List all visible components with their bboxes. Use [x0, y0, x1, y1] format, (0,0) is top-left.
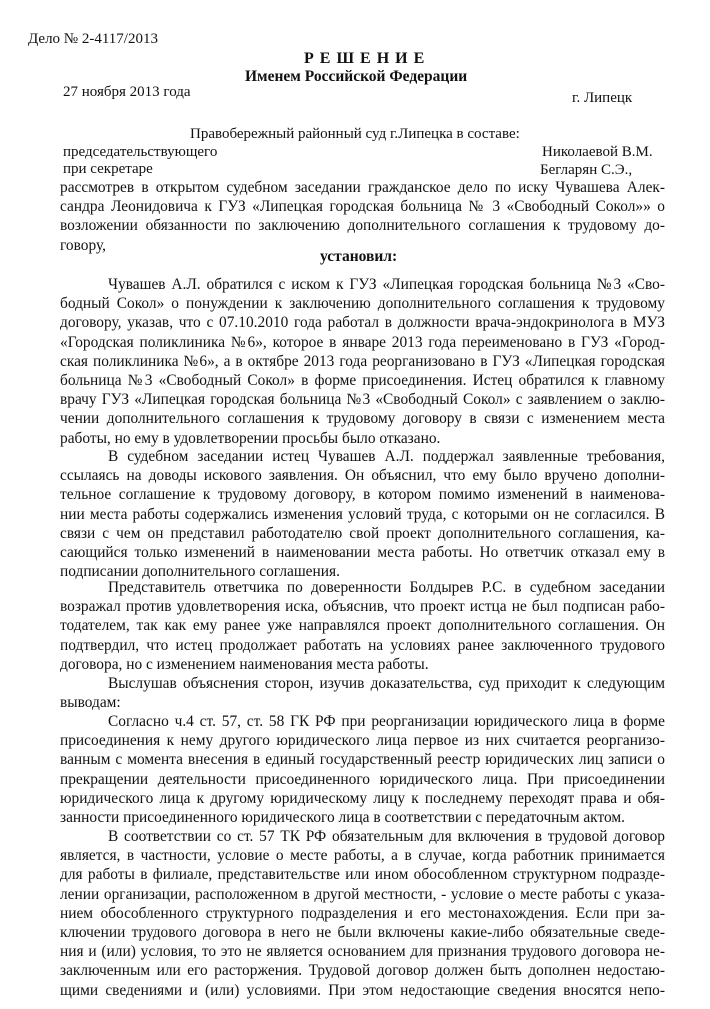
text-line: «Городская поликлиника №6», которое в январе 2013 года переименовано в ГУЗ «Город- [60, 333, 665, 351]
text-line: ключении трудового договора в него не были включены какие-либо обязательные сведе- [60, 924, 665, 942]
text-line: врачу ГУЗ «Липецкая городская больница №3 «Свободный Сокол» с заявлением о заклю- [60, 391, 665, 409]
text-line: больница №3 «Свободный Сокол» в форме присоединения. Истец обратился к главному [60, 372, 665, 390]
presiding-label: председательствующего [63, 144, 218, 160]
text-line: ская поликлиника №6», а в октябре 2013 года реорганизовано в ГУЗ «Липецкая городская [60, 352, 665, 370]
text-line: Представитель ответчика по доверенности Болдырев Р.С. в судебном заседании [108, 579, 665, 596]
text-line: ссылаясь на доводы искового заявления. Он объяснил, что ему было вручено дополни- [60, 467, 665, 485]
decision-subtitle: Именем Российской Федерации [245, 68, 468, 85]
text-line: чении дополнительного соглашения к трудовому договору в связи с изменением места [60, 410, 665, 428]
text-line: щими сведениями и (или) условиями. При этом недостающие сведения вносятся непо- [60, 981, 665, 999]
text-line: работы, но ему в удовлетворении просьбы было отказано. [60, 429, 441, 447]
text-line: бодный Сокол» о понуждении к заключению дополнительного соглашения к трудовому [60, 295, 665, 313]
text-line: тельное соглашение к трудовому договору, в котором помимо изменений в наименова- [60, 486, 665, 504]
paragraph-2 [60, 447, 665, 581]
text-line: ванным с момента внесения в единый государственный реестр юридических лиц записи о [60, 751, 665, 769]
text-line: нием обособленного структурного подразделения и его местонахождения. Если при за- [60, 904, 665, 922]
text-line: присоединения к нему другого юридического лица первое из них считается реорганизо- [60, 732, 665, 750]
court-composition: Правобережный районный суд г.Липецка в составе: [190, 126, 520, 142]
text-line: подписании дополнительного соглашения. [60, 563, 340, 581]
secretary-label: при секретаре [63, 161, 153, 177]
text-line: сающийся только изменений в наименовании места работы. Но ответчик отказал ему в [60, 544, 665, 562]
text-line: В судебном заседании истец Чувашев А.Л. поддержал заявленные требования, [108, 448, 665, 465]
intro-line: сандра Леонидовича к ГУЗ «Липецкая городская больница № 3 «Свободный Сокол»» о [60, 198, 665, 216]
text-line: Выслушав объяснения сторон, изучив доказательства, суд приходит к следующим [108, 675, 665, 692]
paragraph-6 [60, 827, 665, 1000]
text-line: Чувашев А.Л. обратился с иском к ГУЗ «Липецкая городская больница №3 «Сво- [108, 276, 665, 293]
paragraph-4 [60, 674, 665, 712]
text-line: В соответствии со ст. 57 ТК РФ обязательным для включения в трудовой договор [108, 828, 665, 845]
text-line: выводам: [60, 694, 121, 712]
text-line: подтвердил, что истец продолжает работать на условиях ранее заключенного трудового [60, 636, 665, 654]
intro-line: возложении обязанности по заключению дополнительного соглашения к трудовому до- [60, 217, 665, 235]
text-line: возражал против удовлетворения иска, объяснив, что проект истца не был подписан рабо- [60, 598, 665, 616]
intro-line: говору, [60, 236, 106, 254]
decision-title: Р Е Ш Е Н И Е [304, 50, 426, 67]
text-line: договору, указав, что с 07.10.2010 года работал в должности врача-эндокринолога в МУЗ [60, 314, 665, 332]
paragraph-5 [60, 712, 665, 827]
text-line: для работы в филиале, представительстве или ином обособленном структурном подразде- [60, 866, 665, 884]
intro-block [60, 178, 665, 255]
paragraph-3 [60, 578, 665, 674]
text-line: юридического лица к другому юридическому лицу к последнему переходят права и обя- [60, 789, 665, 807]
text-line: договора, но с изменением наименования места работы. [60, 655, 429, 673]
presiding-name: Николаевой В.М. [542, 144, 653, 160]
text-line: заключенным или его расторжения. Трудовой договор должен быть дополнен недостаю- [60, 962, 665, 980]
established-heading: установил: [320, 248, 398, 265]
text-line: лении организации, расположенном в другой местности, - условие о месте работы с указа- [60, 885, 665, 903]
case-number: Дело № 2-4117/2013 [28, 31, 158, 47]
secretary-name: Бегларян С.Э., [540, 162, 633, 178]
paragraph-1 [60, 275, 665, 448]
text-line: занности присоединенного юридического лица в соответствии с передаточным актом. [60, 809, 625, 827]
text-line: ния и (или) условия, то это не является основанием для признания трудового договора не- [60, 943, 665, 961]
text-line: тодателем, так как ему ранее уже направлялся проект дополнительного соглашения. Он [60, 617, 665, 635]
decision-date: 27 ноября 2013 года [63, 84, 191, 100]
text-line: нии места работы содержались изменения условий труда, с которыми он не согласился. В [60, 505, 665, 523]
decision-city: г. Липецк [572, 90, 633, 106]
text-line: Согласно ч.4 ст. 57, ст. 58 ГК РФ при реорганизации юридического лица в форме [108, 713, 665, 730]
text-line: связи с чем он представил работодателю свой проект дополнительного соглашения, ка- [60, 524, 665, 542]
text-line: является, в частности, условие о месте работы, а в случае, когда работник принимается [60, 847, 665, 865]
intro-line: рассмотрев в открытом судебном заседании гражданское дело по иску Чувашева Алек- [60, 179, 665, 196]
text-line: прекращении деятельности присоединенного юридического лица. При присоединении [60, 770, 665, 788]
